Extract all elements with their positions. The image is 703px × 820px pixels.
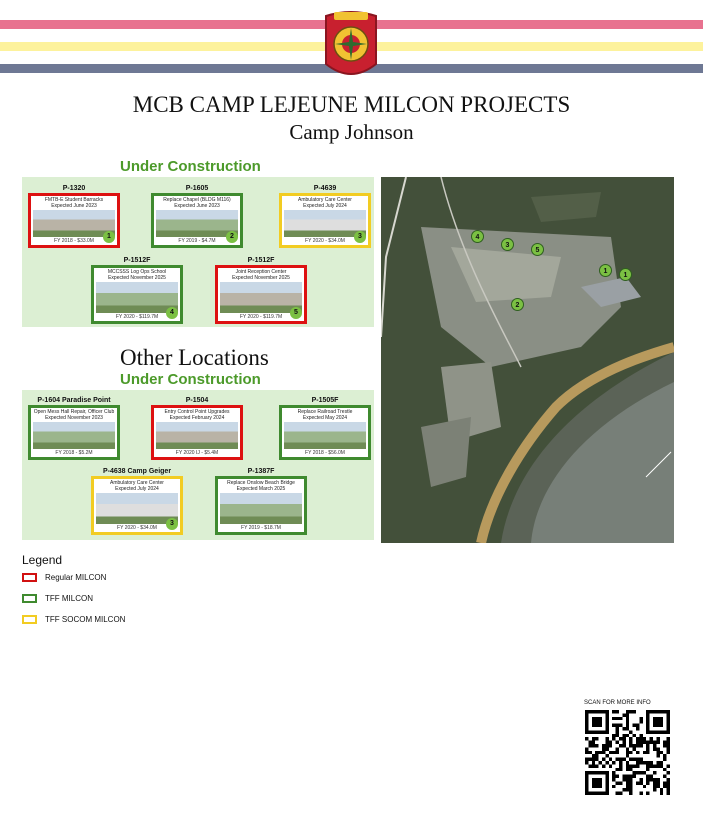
project-funding: FY 2020 - $34.0M bbox=[117, 525, 157, 531]
other-location-project-card bbox=[91, 467, 183, 535]
qr-code-icon[interactable] bbox=[585, 710, 670, 795]
project-funding: FY 2018 - $5.2M bbox=[55, 450, 93, 456]
page-title: MCB CAMP LEJEUNE MILCON PROJECTS bbox=[132, 92, 571, 117]
project-rendering-image bbox=[96, 493, 178, 524]
project-number-badge: 1 bbox=[103, 231, 115, 243]
project-frame bbox=[279, 193, 371, 248]
legend-swatch bbox=[22, 573, 37, 582]
project-id: P-1320 bbox=[62, 185, 86, 192]
project-rendering-image bbox=[33, 422, 115, 449]
project-caption: Open Mess Hall Repair, Officer Club Expected November 2023 bbox=[33, 409, 115, 421]
other-location-project-card bbox=[279, 396, 371, 460]
project-caption: Ambulatory Care Center Expected July 2024 bbox=[110, 480, 164, 492]
legend-swatch bbox=[22, 594, 37, 603]
project-number-badge: 3 bbox=[166, 518, 178, 530]
other-locations-heading: Other Locations bbox=[120, 345, 269, 370]
project-funding: FY 2020 - $119.7M bbox=[115, 314, 159, 320]
project-funding: FY 2020 - $119.7M bbox=[239, 314, 283, 320]
legend-label: Regular MILCON bbox=[45, 573, 107, 582]
project-caption: Joint Reception Center Expected November 2025 bbox=[232, 269, 290, 281]
camp-johnson-project-card bbox=[279, 184, 371, 248]
project-caption: Ambulatory Care Center Expected July 2024 bbox=[298, 197, 352, 209]
project-frame bbox=[279, 405, 371, 460]
project-frame bbox=[215, 476, 307, 535]
project-number-badge: 3 bbox=[354, 231, 366, 243]
other-location-project-card bbox=[215, 467, 307, 535]
project-number-badge: 5 bbox=[290, 307, 302, 319]
project-funding: FY 2020 IJ - $5.4M bbox=[175, 450, 219, 456]
project-id: P-1512F bbox=[123, 257, 151, 264]
project-caption: Replace Chapel (BLDG M116) Expected June 2023 bbox=[163, 197, 231, 209]
project-funding: FY 2020 - $34.0M bbox=[305, 238, 345, 244]
map-marker[interactable]: 4 bbox=[471, 230, 484, 243]
aerial-map bbox=[381, 177, 674, 543]
project-funding: FY 2019 - $18.7M bbox=[241, 525, 281, 531]
project-number-badge: 2 bbox=[226, 231, 238, 243]
project-frame bbox=[91, 476, 183, 535]
project-frame bbox=[28, 193, 120, 248]
project-rendering-image bbox=[96, 282, 178, 313]
legend-swatch bbox=[22, 615, 37, 624]
project-frame bbox=[215, 265, 307, 324]
project-rendering-image bbox=[156, 210, 238, 237]
project-rendering-image bbox=[220, 282, 302, 313]
camp-johnson-project-card bbox=[28, 184, 120, 248]
project-id: P-1387F bbox=[247, 468, 275, 475]
other-location-project-card bbox=[28, 396, 120, 460]
map-marker[interactable]: 1 bbox=[599, 264, 612, 277]
aerial-map-image bbox=[381, 177, 674, 543]
page-subtitle: Camp Johnson bbox=[289, 120, 414, 144]
camp-johnson-project-card bbox=[91, 256, 183, 324]
project-caption: FMTB-E Student Barracks Expected June 2023 bbox=[44, 197, 104, 209]
project-id: P-1504 bbox=[185, 397, 209, 404]
project-caption: Replace Railroad Trestle Expected May 2024 bbox=[297, 409, 353, 421]
project-id: P-1512F bbox=[247, 257, 275, 264]
project-funding: FY 2019 - $4.7M bbox=[178, 238, 216, 244]
project-id: P-1605 bbox=[185, 185, 209, 192]
legend-title: Legend bbox=[22, 553, 63, 567]
project-caption: Replace Onslow Beach Bridge Expected March 2025 bbox=[227, 480, 295, 492]
project-frame bbox=[151, 405, 243, 460]
project-id: P-1604 Paradise Point bbox=[37, 397, 111, 404]
project-rendering-image bbox=[284, 210, 366, 237]
map-marker[interactable]: 3 bbox=[501, 238, 514, 251]
camp-johnson-heading: Under Construction bbox=[120, 158, 261, 175]
camp-johnson-project-card bbox=[215, 256, 307, 324]
project-rendering-image bbox=[156, 422, 238, 449]
qr-label: SCAN FOR MORE INFO bbox=[584, 700, 651, 706]
legend-label: TFF MILCON bbox=[45, 594, 93, 603]
project-frame bbox=[91, 265, 183, 324]
legend-label: TFF SOCOM MILCON bbox=[45, 615, 126, 624]
map-marker[interactable]: 2 bbox=[511, 298, 524, 311]
project-frame bbox=[151, 193, 243, 248]
project-caption: Entry Control Point Upgrades Expected February 2024 bbox=[164, 409, 230, 421]
project-frame bbox=[28, 405, 120, 460]
project-caption: MCCSSS Log Ops School Expected November 2025 bbox=[107, 269, 167, 281]
map-marker[interactable]: 5 bbox=[531, 243, 544, 256]
camp-lejeune-seal-icon bbox=[322, 6, 380, 86]
project-number-badge: 4 bbox=[166, 307, 178, 319]
map-marker[interactable]: 1 bbox=[619, 268, 632, 281]
project-id: P-4638 Camp Geiger bbox=[102, 468, 172, 475]
project-funding: FY 2018 - $33.0M bbox=[54, 238, 94, 244]
project-rendering-image bbox=[284, 422, 366, 449]
project-rendering-image bbox=[220, 493, 302, 524]
other-location-project-card bbox=[151, 396, 243, 460]
project-funding: FY 2018 - $56.0M bbox=[305, 450, 345, 456]
project-rendering-image bbox=[33, 210, 115, 237]
project-id: P-4639 bbox=[313, 185, 337, 192]
project-id: P-1505F bbox=[311, 397, 339, 404]
camp-johnson-project-card bbox=[151, 184, 243, 248]
other-locations-subheading: Under Construction bbox=[120, 371, 261, 388]
